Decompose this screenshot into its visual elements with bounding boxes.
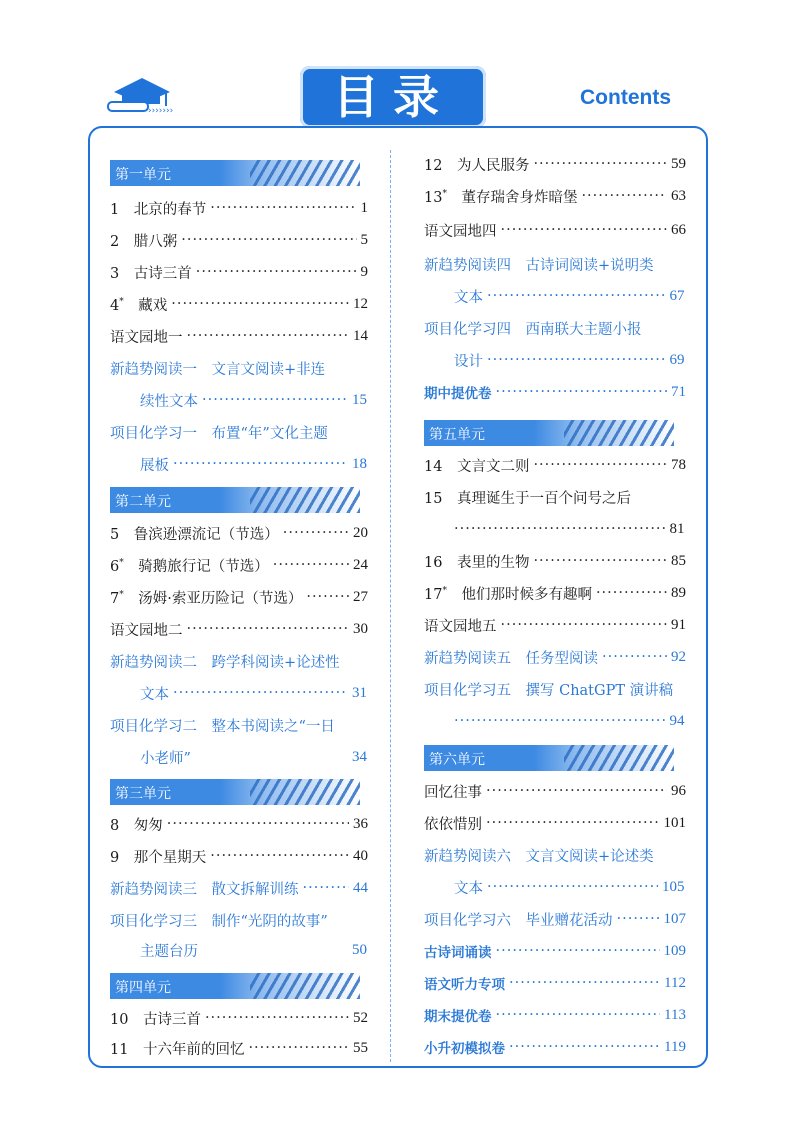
unit-header: 第一单元: [110, 160, 360, 186]
toc-entry[interactable]: 依依惜别 ····· 101: [424, 811, 686, 835]
toc-entry[interactable]: 4* 藏戏 ····· 12: [110, 292, 368, 316]
toc-entry[interactable]: 小老师” 34: [140, 748, 368, 767]
toc-entry[interactable]: 期中提优卷 ····· 71: [424, 380, 686, 404]
toc-entry-line: 新趋势阅读二 跨学科阅读+论述性: [110, 654, 340, 671]
toc-entry[interactable]: 展板 ····· 18: [110, 452, 367, 476]
toc-entry[interactable]: 回忆往事 ····· 96: [424, 779, 686, 803]
toc-entry[interactable]: 14 文言文二则 ····· 78: [424, 453, 686, 477]
toc-entry[interactable]: 8 匆匆 ····· 36: [110, 812, 368, 836]
toc-entry[interactable]: 5 鲁滨逊漂流记（节选） ····· 20: [110, 521, 368, 545]
toc-entry[interactable]: 3 古诗三首 ····· 9: [110, 260, 368, 284]
toc-entry[interactable]: 2 腊八粥 ····· 5: [110, 228, 368, 252]
toc-entry-line: 项目化学习二 整本书阅读之“一日: [110, 718, 335, 735]
toc-entry[interactable]: 语文听力专项 ····· 112: [424, 971, 686, 995]
toc-entry[interactable]: 新趋势阅读三 散文拆解训练 ····· 44: [110, 876, 368, 900]
toc-entry[interactable]: 语文园地五 ····· 91: [424, 613, 686, 637]
toc-entry[interactable]: 项目化学习六 毕业赠花活动 ····· 107: [424, 907, 686, 931]
toc-entry[interactable]: 设计 ····· 69: [424, 348, 685, 372]
graduation-cap-scroll-icon: [104, 72, 194, 122]
toc-entry[interactable]: 16 表里的生物 ····· 85: [424, 549, 686, 573]
toc-entry[interactable]: 文本 ····· 31: [110, 681, 367, 705]
toc-entry-line: 项目化学习四 西南联大主题小报: [424, 321, 642, 338]
svg-text:›››››››: ›››››››: [148, 106, 174, 116]
toc-entry[interactable]: 语文园地一 ····· 14: [110, 324, 368, 348]
toc-entry[interactable]: 小升初模拟卷 ····· 119: [424, 1035, 686, 1059]
toc-entry[interactable]: ····· 81: [424, 517, 685, 541]
unit-header: 第三单元: [110, 779, 360, 805]
page-subtitle: Contents: [580, 86, 671, 109]
toc-entry[interactable]: 6* 骑鹅旅行记（节选） ····· 24: [110, 553, 368, 577]
toc-entry-line: 15 真理诞生于一百个问号之后: [424, 490, 631, 507]
toc-entry[interactable]: 新趋势阅读五 任务型阅读 ····· 92: [424, 645, 686, 669]
toc-entry[interactable]: 文本 ····· 67: [424, 284, 685, 308]
page-title: 目录: [300, 66, 486, 128]
toc-entry-line: 新趋势阅读一 文言文阅读+非连: [110, 361, 326, 378]
toc-entry[interactable]: 主题台历 50: [140, 941, 368, 960]
unit-header: 第二单元: [110, 487, 360, 513]
toc-entry-line: 新趋势阅读四 古诗词阅读+说明类: [424, 257, 654, 274]
unit-header: 第四单元: [110, 973, 360, 999]
toc-entry[interactable]: 10 古诗三首 ····· 52: [110, 1006, 368, 1030]
toc-entry[interactable]: 7* 汤姆·索亚历险记（节选） ····· 27: [110, 585, 368, 609]
toc-entry[interactable]: 语文园地四 ····· 66: [424, 218, 686, 242]
toc-entry[interactable]: 17* 他们那时候多有趣啊 ····· 89: [424, 581, 686, 605]
toc-entry[interactable]: 期末提优卷 ····· 113: [424, 1003, 686, 1027]
unit-header: 第六单元: [424, 745, 674, 771]
toc-entry-line: 项目化学习一 布置“年”文化主题: [110, 425, 328, 442]
toc-entry[interactable]: 12 为人民服务 ····· 59: [424, 152, 686, 176]
toc-entry-line: 项目化学习五 撰写 ChatGPT 演讲稿: [424, 682, 674, 699]
toc-entry[interactable]: 文本 ····· 105: [424, 875, 685, 899]
toc-entry-line: 新趋势阅读六 文言文阅读+论述类: [424, 848, 654, 865]
toc-entry-line: 项目化学习三 制作“光阴的故事”: [110, 913, 328, 930]
toc-entry[interactable]: 9 那个星期天 ····· 40: [110, 844, 368, 868]
toc-entry[interactable]: 古诗词诵读 ····· 109: [424, 939, 686, 963]
toc-entry[interactable]: 13* 董存瑞舍身炸暗堡 ····· 63: [424, 184, 686, 208]
toc-entry[interactable]: 1 北京的春节 ····· 1: [110, 196, 368, 220]
toc-entry[interactable]: 续性文本 ····· 15: [110, 388, 367, 412]
column-divider: [390, 150, 391, 1062]
toc-entry[interactable]: 语文园地二 ····· 30: [110, 617, 368, 641]
toc-entry[interactable]: ····· 94: [424, 709, 685, 733]
toc-entry[interactable]: 11 十六年前的回忆 ····· 55: [110, 1036, 368, 1060]
unit-header: 第五单元: [424, 420, 674, 446]
